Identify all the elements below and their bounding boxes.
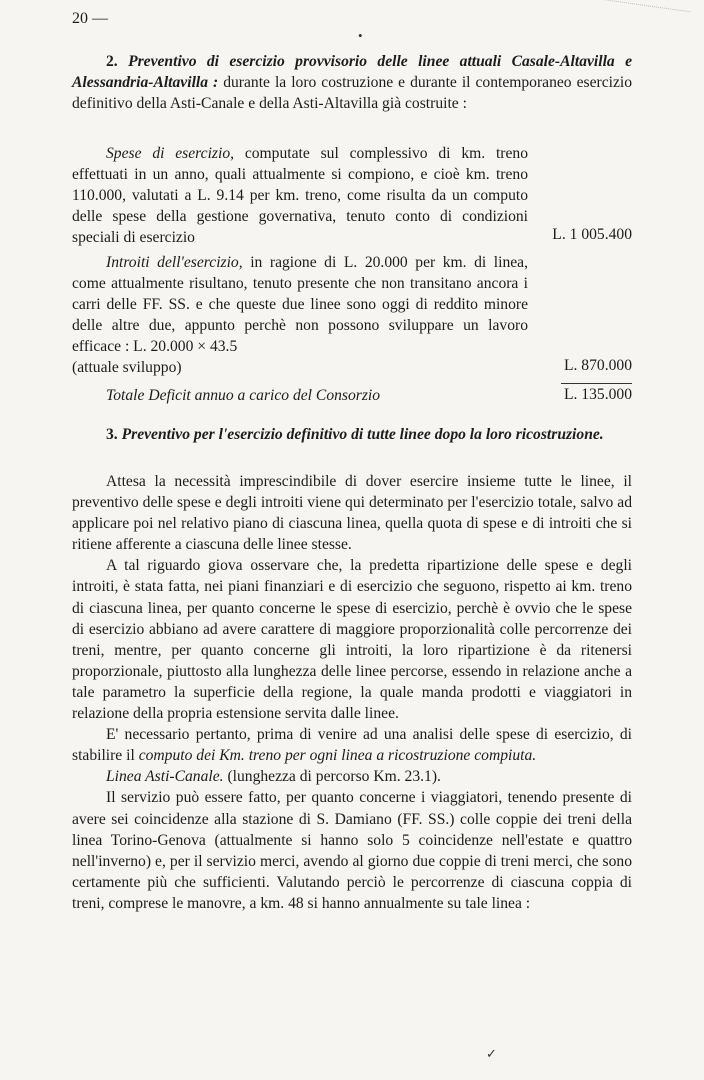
section-2-number: 2. (106, 53, 118, 70)
section-2-heading-rest: durante la loro costruzione e durante il contemporaneo esercizio definitivo della Asti-Canale e della Asti-Altavilla già costruite : (72, 74, 633, 113)
spese-amount: L. 1 005.400 (552, 226, 632, 243)
section-2-heading (72, 51, 632, 114)
paragraph-4: Linea Asti-Canale. (lunghezza di percorso Km. 23.1). (106, 768, 441, 786)
introiti-label: Introiti dell'esercizio, (106, 254, 243, 271)
introiti-paragraph (72, 252, 528, 379)
section-3-body (72, 471, 632, 914)
page-number: 20 — (72, 10, 108, 27)
spese-paragraph (72, 143, 528, 248)
section-3-title: Preventivo per l'esercizio definitivo di tutte linee dopo la loro ricostruzione. (121, 426, 604, 443)
totale-label: Totale Deficit annuo a carico del Consorzio (106, 387, 381, 404)
section-3-number: 3. (106, 426, 118, 443)
totale-amount: L. 135.000 (563, 386, 632, 403)
section-2-title: Preventivo di esercizio provvisorio delle linee attuali Casale-Altavilla e Alessandria-Altavilla : (72, 53, 632, 92)
scan-tick: ✓ (486, 1046, 497, 1061)
introiti-text: in ragione di L. 20.000 per km. di linea, come attualmente risultano, tenuto presente che non transitano ancora i carri delle FF. SS. e che queste due linee sono oggi di reddito minore delle altre due, appunto perchè non possono sviluppare un lavoro efficace : L. 20.000 × 43.5 (72, 254, 528, 356)
paragraph-5: Il servizio può essere fatto, per quanto concerne i viaggiatori, tenendo presente di avere sei coincidenze alla stazione di S. Damiano (FF. SS.) colle coppie dei treni della linea Torino-Genova (attualmente si hanno solo 5 coincidenze nell'estate e quattro nell'inverno) e, per il servizio merci, avendo al giorno due coppie di treni merci, che sono certamente più che sufficienti. Valutando perciò le percorrenze di ciascuna coppia di treni, comprese le manovre, a km. 48 si hanno annualmente su tale linea : (72, 789, 632, 912)
paragraph-3: E' necessario pertanto, prima di venire ad una analisi delle spese di esercizio, di stabilire il computo dei Km. treno per ogni linea a ricostruzione compiuta. (72, 726, 632, 765)
introiti-amount: L. 870.000 (563, 357, 632, 374)
sum-rule (561, 383, 632, 384)
introiti-last-line: (attuale sviluppo) (72, 359, 182, 377)
spese-label: Spese di esercizio, (106, 145, 235, 162)
paragraph-1: Attesa la necessità imprescindibile di dover esercire insieme tutte le linee, il preventivo delle spese e degli introiti viene qui determinato per l'esercizio totale, salvo ad applicare poi nel relativo piano di ciascuna linea, quella quota di spese e di introiti che si ritiene afferente a ciascuna delle linee stesse. (72, 473, 632, 554)
scan-speck (599, 0, 690, 26)
section-3-heading (72, 424, 632, 445)
paragraph-2: A tal riguardo giova osservare che, la predetta ripartizione delle spese e degli introiti, è stata fatta, nei piani finanziari e di esercizio che seguono, rispetto ai km. treno di ciascuna linea, per quanto concerne le spese di esercizio, perchè è ovvio che le spese di esercizio abbiano ad avere carattere di maggiore proporzionalità colle percorrenze dei treni, mentre, per quanto concerne gli introiti, la loro ripartizione è da ritenersi proporzionale, piuttosto alla lunghezza delle linee percorse, essendo in relazione anche a tale parametro la superficie della regione, la quale manda prodotti e viaggiatori in relazione della propria estensione servita dalle linee. (72, 557, 632, 723)
scan-dot: • (358, 28, 363, 43)
spese-text: computate sul complessivo di km. treno effettuati in un anno, quali attualmente si compiono, e cioè km. treno 110.000, valutati a L. 9.14 per km. treno, come risulta da un computo delle spese della gestione governativa, tenuto conto di condizioni speciali di esercizio (72, 145, 528, 247)
